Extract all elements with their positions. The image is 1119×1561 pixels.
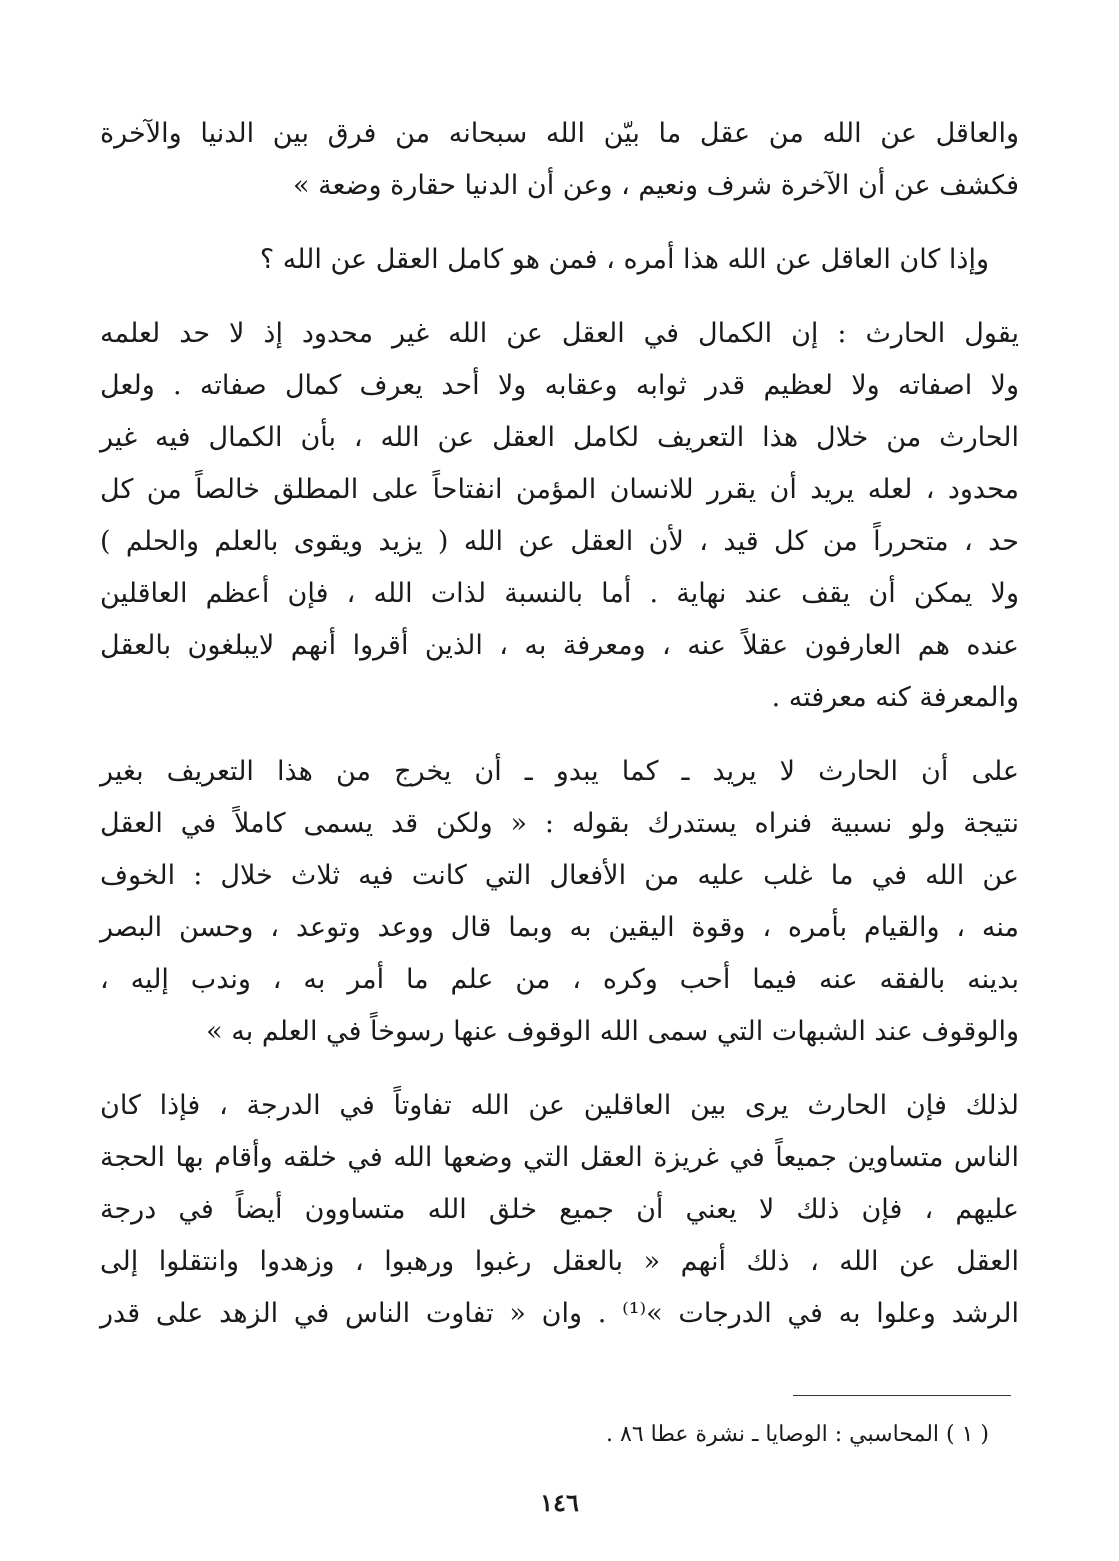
text-line: الناس متساوين جميعاً في غريزة العقل التي وضعها الله في خلقه وأقام بها الحجة [100,1142,1019,1173]
text-line: وإذا كان العاقل عن الله هذا أمره ، فمن هو كامل العقل عن الله ؟ [259,244,989,275]
page-body [100,108,1019,1362]
text-line: عن الله في ما غلب عليه من الأفعال التي كانت فيه ثلاث خلال : الخوف [100,860,1019,891]
text-line: يقول الحارث : إن الكمال في العقل عن الله غير محدود إذ لا حد لعلمه [100,318,1019,349]
text-line: حد ، متحرراً من كل قيد ، لأن العقل عن الله ( يزيد ويقوى بالعلم والحلم ) [100,526,1019,557]
text-line: العقل عن الله ، ذلك أنهم « بالعقل رغبوا ورهبوا ، وزهدوا وانتقلوا إلى [100,1246,1019,1277]
text-line: عليهم ، فإن ذلك لا يعني أن جميع خلق الله متساوون أيضاً في درجة [100,1194,1019,1225]
text-line: نتيجة ولو نسبية فنراه يستدرك بقوله : « ولكن قد يسمى كاملاً في العقل [100,808,1019,839]
text-line: منه ، والقيام بأمره ، وقوة اليقين به وبما قال ووعد وتوعد ، وحسن البصر [100,912,1019,943]
text-line: ولا اصفاته ولا لعظيم قدر ثوابه وعقابه ولا أحد يعرف كمال صفاته . ولعل [100,370,1019,401]
text-line: ولا يمكن أن يقف عند نهاية . أما بالنسبة لذات الله ، فإن أعظم العاقلين [100,578,1019,609]
text-line: بدينه بالفقه عنه فيما أحب وكره ، من علم ما أمر به ، وندب إليه ، [100,964,1019,995]
text-line: والوقوف عند الشبهات التي سمى الله الوقوف عنها رسوخاً في العلم به » [206,1016,1019,1047]
text-line: لذلك فإن الحارث يرى بين العاقلين عن الله تفاوتاً في الدرجة ، فإذا كان [100,1090,1019,1121]
text-line: عنده هم العارفون عقلاً عنه ، ومعرفة به ، الذين أقروا أنهم لايبلغون بالعقل [100,630,1019,661]
text-line: على أن الحارث لا يريد ـ كما يبدو ـ أن يخرج من هذا التعريف بغير [100,756,1019,787]
paragraph-2 [100,234,1019,286]
footnote-divider [793,1395,1011,1396]
page-number: ١٤٦ [540,1488,579,1517]
text-line: الحارث من خلال هذا التعريف لكامل العقل عن الله ، بأن الكمال فيه غير [100,422,1019,453]
paragraph-1 [100,108,1019,212]
text-line: محدود ، لعله يريد أن يقرر للانسان المؤمن انفتاحاً على المطلق خالصاً من كل [100,474,1019,505]
paragraph-5 [100,1080,1019,1340]
paragraph-4 [100,746,1019,1058]
text-line: والعاقل عن الله من عقل ما بيّن الله سبحانه من فرق بين الدنيا والآخرة [100,118,1019,149]
footnote: ( ١ ) المحاسبي : الوصايا ـ نشرة عطا ٨٦ . [606,1422,989,1447]
paragraph-3 [100,308,1019,724]
text-line: الرشد وعلوا به في الدرجات »⁽¹⁾ . وان « تفاوت الناس في الزهد على قدر [100,1298,1019,1329]
text-line: فكشف عن أن الآخرة شرف ونعيم ، وعن أن الدنيا حقارة وضعة » [293,170,1019,201]
text-line: والمعرفة كنه معرفته . [771,682,1019,713]
